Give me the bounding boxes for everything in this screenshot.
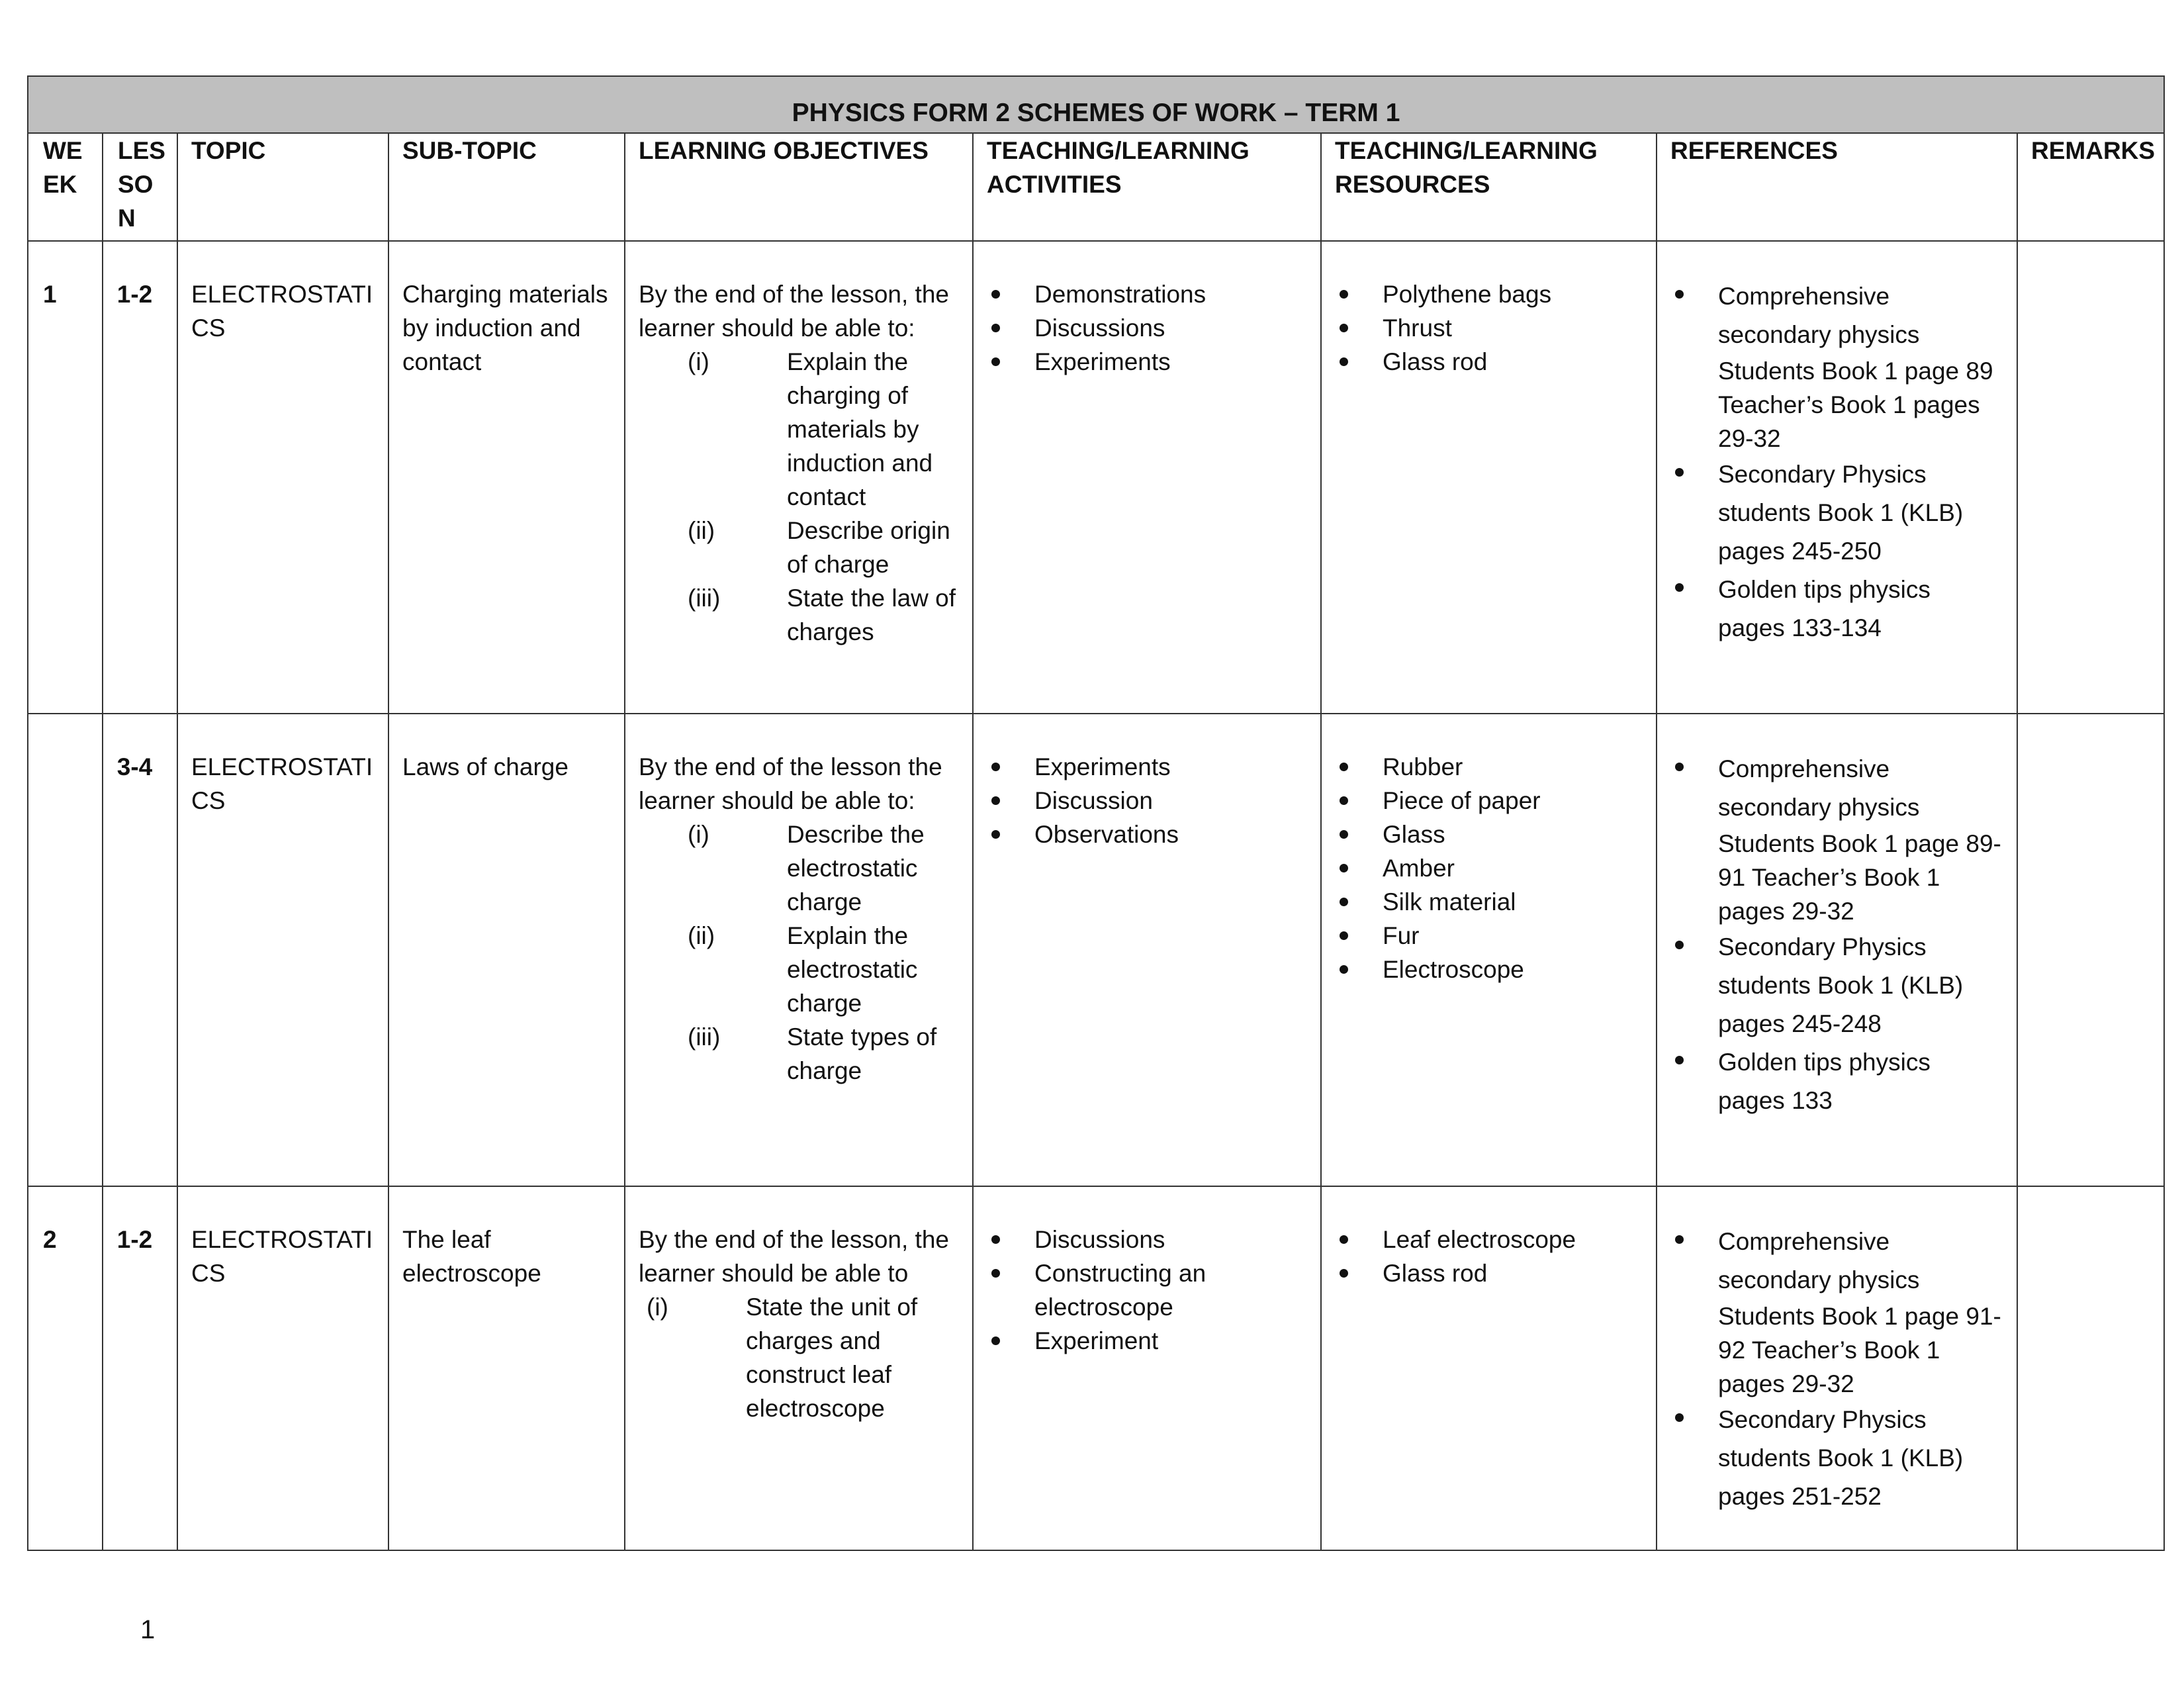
objective-number: (iii): [688, 1023, 721, 1051]
activities-cell: [973, 714, 1321, 1186]
objective-text: Explain the electrostatic charge: [787, 922, 918, 1017]
resources-cell: [1321, 714, 1657, 1186]
list-item: Discussion: [1034, 784, 1307, 818]
topic-cell: ELECTROSTATICS: [177, 241, 388, 714]
references-cell: [1657, 1186, 2017, 1550]
objective-item: [647, 1290, 959, 1425]
subtopic-cell: The leaf electroscope: [388, 1186, 625, 1550]
list-item: Glass rod: [1383, 345, 1643, 379]
objective-text: State the unit of charges and construct leaf electroscope: [746, 1293, 918, 1422]
list-item: Fur: [1383, 919, 1643, 953]
objective-number: (i): [647, 1293, 668, 1321]
objective-number: (ii): [688, 517, 715, 544]
list-item: Discussions: [1034, 311, 1307, 345]
header-topic: TOPIC: [177, 133, 388, 241]
header-week: WE EK: [28, 133, 103, 241]
list-item: Amber: [1383, 851, 1643, 885]
resources-cell: [1321, 1186, 1657, 1550]
list-item: Thrust: [1383, 311, 1643, 345]
resources-list: [1335, 750, 1643, 986]
activities-cell: [973, 1186, 1321, 1550]
references-cell: [1657, 714, 2017, 1186]
topic-cell: ELECTROSTATICS: [177, 714, 388, 1186]
objective-item: [688, 581, 959, 649]
week-cell: 1: [28, 241, 103, 714]
header-activities: TEACHING/LEARNING ACTIVITIES: [973, 133, 1321, 241]
scheme-of-work-table: [27, 75, 2165, 1551]
activities-list: [987, 1223, 1307, 1358]
objective-number: (iii): [688, 585, 721, 612]
header-remarks: REMARKS: [2017, 133, 2164, 241]
header-subtopic: SUB-TOPIC: [388, 133, 625, 241]
reference-main: Golden tips physics pages 133: [1718, 1049, 1931, 1114]
table-row: [28, 714, 2164, 1186]
subtopic-cell: Charging materials by induction and contact: [388, 241, 625, 714]
list-item: Silk material: [1383, 885, 1643, 919]
references-list: [1670, 277, 2003, 647]
list-item: Polythene bags: [1383, 277, 1643, 311]
resources-list: [1335, 1223, 1643, 1290]
objectives-cell: [625, 241, 973, 714]
resources-list: [1335, 277, 1643, 379]
reference-detail: Students Book 1 page 89-91 Teacher’s Book 1 pages 29-32: [1718, 830, 2001, 925]
activities-list: [987, 750, 1307, 851]
list-item: Demonstrations: [1034, 277, 1307, 311]
reference-item: [1718, 750, 2003, 928]
reference-main: Secondary Physics students Book 1 (KLB) pages 251-252: [1718, 1406, 1964, 1510]
objectives-intro: By the end of the lesson, the learner should be able to:: [639, 281, 949, 342]
remarks-cell: [2017, 241, 2164, 714]
objectives-list: [639, 818, 959, 1088]
reference-main: Golden tips physics pages 133-134: [1718, 576, 1931, 641]
reference-main: Comprehensive secondary physics: [1718, 755, 1920, 821]
reference-item: [1718, 1043, 2003, 1120]
reference-main: Comprehensive secondary physics: [1718, 283, 1920, 348]
list-item: Experiments: [1034, 345, 1307, 379]
objectives-cell: [625, 714, 973, 1186]
list-item: Piece of paper: [1383, 784, 1643, 818]
list-item: Leaf electroscope: [1383, 1223, 1643, 1256]
reference-item: [1718, 1401, 2003, 1516]
objective-number: (i): [688, 348, 709, 375]
header-row: [28, 133, 2164, 241]
list-item: Rubber: [1383, 750, 1643, 784]
resources-cell: [1321, 241, 1657, 714]
objective-text: State types of charge: [787, 1023, 937, 1084]
objective-number: (ii): [688, 922, 715, 949]
lesson-cell: 1-2: [103, 1186, 177, 1550]
header-learning-objectives: LEARNING OBJECTIVES: [625, 133, 973, 241]
title-row: [28, 76, 2164, 133]
reference-main: Comprehensive secondary physics: [1718, 1228, 1920, 1293]
list-item: Observations: [1034, 818, 1307, 851]
page-number: 1: [140, 1615, 156, 1644]
objective-item: [688, 818, 959, 919]
header-lesson: LES SO N: [103, 133, 177, 241]
header-references: REFERENCES: [1657, 133, 2017, 241]
objective-item: [688, 345, 959, 514]
week-cell: [28, 714, 103, 1186]
reference-item: [1718, 928, 2003, 1043]
objectives-list: [639, 345, 959, 649]
objective-item: [688, 514, 959, 581]
objectives-intro: By the end of the lesson the learner should be able to:: [639, 753, 942, 814]
topic-cell: ELECTROSTATICS: [177, 1186, 388, 1550]
references-list: [1670, 750, 2003, 1120]
reference-main: Secondary Physics students Book 1 (KLB) pages 245-248: [1718, 933, 1964, 1037]
subtopic-cell: Laws of charge: [388, 714, 625, 1186]
reference-item: [1718, 277, 2003, 455]
objective-text: Describe origin of charge: [787, 517, 950, 578]
lesson-cell: 1-2: [103, 241, 177, 714]
reference-detail: Students Book 1 page 91-92 Teacher’s Book 1 pages 29-32: [1718, 1303, 2001, 1397]
objectives-intro: By the end of the lesson, the learner should be able to: [639, 1226, 949, 1287]
remarks-cell: [2017, 714, 2164, 1186]
reference-item: [1718, 571, 2003, 647]
lesson-cell: 3-4: [103, 714, 177, 1186]
list-item: Constructing an electroscope: [1034, 1256, 1307, 1324]
activities-list: [987, 277, 1307, 379]
objective-text: State the law of charges: [787, 585, 956, 645]
document-title: PHYSICS FORM 2 SCHEMES OF WORK – TERM 1: [28, 76, 2164, 133]
reference-detail: Students Book 1 page 89 Teacher’s Book 1 pages 29-32: [1718, 357, 1993, 452]
header-resources: TEACHING/LEARNING RESOURCES: [1321, 133, 1657, 241]
objective-number: (i): [688, 821, 709, 848]
list-item: Experiments: [1034, 750, 1307, 784]
objective-text: Explain the charging of materials by induction and contact: [787, 348, 933, 510]
reference-item: [1718, 1223, 2003, 1401]
week-cell: 2: [28, 1186, 103, 1550]
list-item: Electroscope: [1383, 953, 1643, 986]
objective-item: [688, 919, 959, 1020]
objectives-cell: [625, 1186, 973, 1550]
objective-item: [688, 1020, 959, 1088]
list-item: Experiment: [1034, 1324, 1307, 1358]
references-list: [1670, 1223, 2003, 1516]
list-item: Glass rod: [1383, 1256, 1643, 1290]
table-row: [28, 241, 2164, 714]
table-row: [28, 1186, 2164, 1550]
activities-cell: [973, 241, 1321, 714]
references-cell: [1657, 241, 2017, 714]
reference-item: [1718, 455, 2003, 571]
list-item: Glass: [1383, 818, 1643, 851]
objective-text: Describe the electrostatic charge: [787, 821, 925, 915]
list-item: Discussions: [1034, 1223, 1307, 1256]
objectives-list: [639, 1290, 959, 1425]
reference-main: Secondary Physics students Book 1 (KLB) pages 245-250: [1718, 461, 1964, 565]
remarks-cell: [2017, 1186, 2164, 1550]
